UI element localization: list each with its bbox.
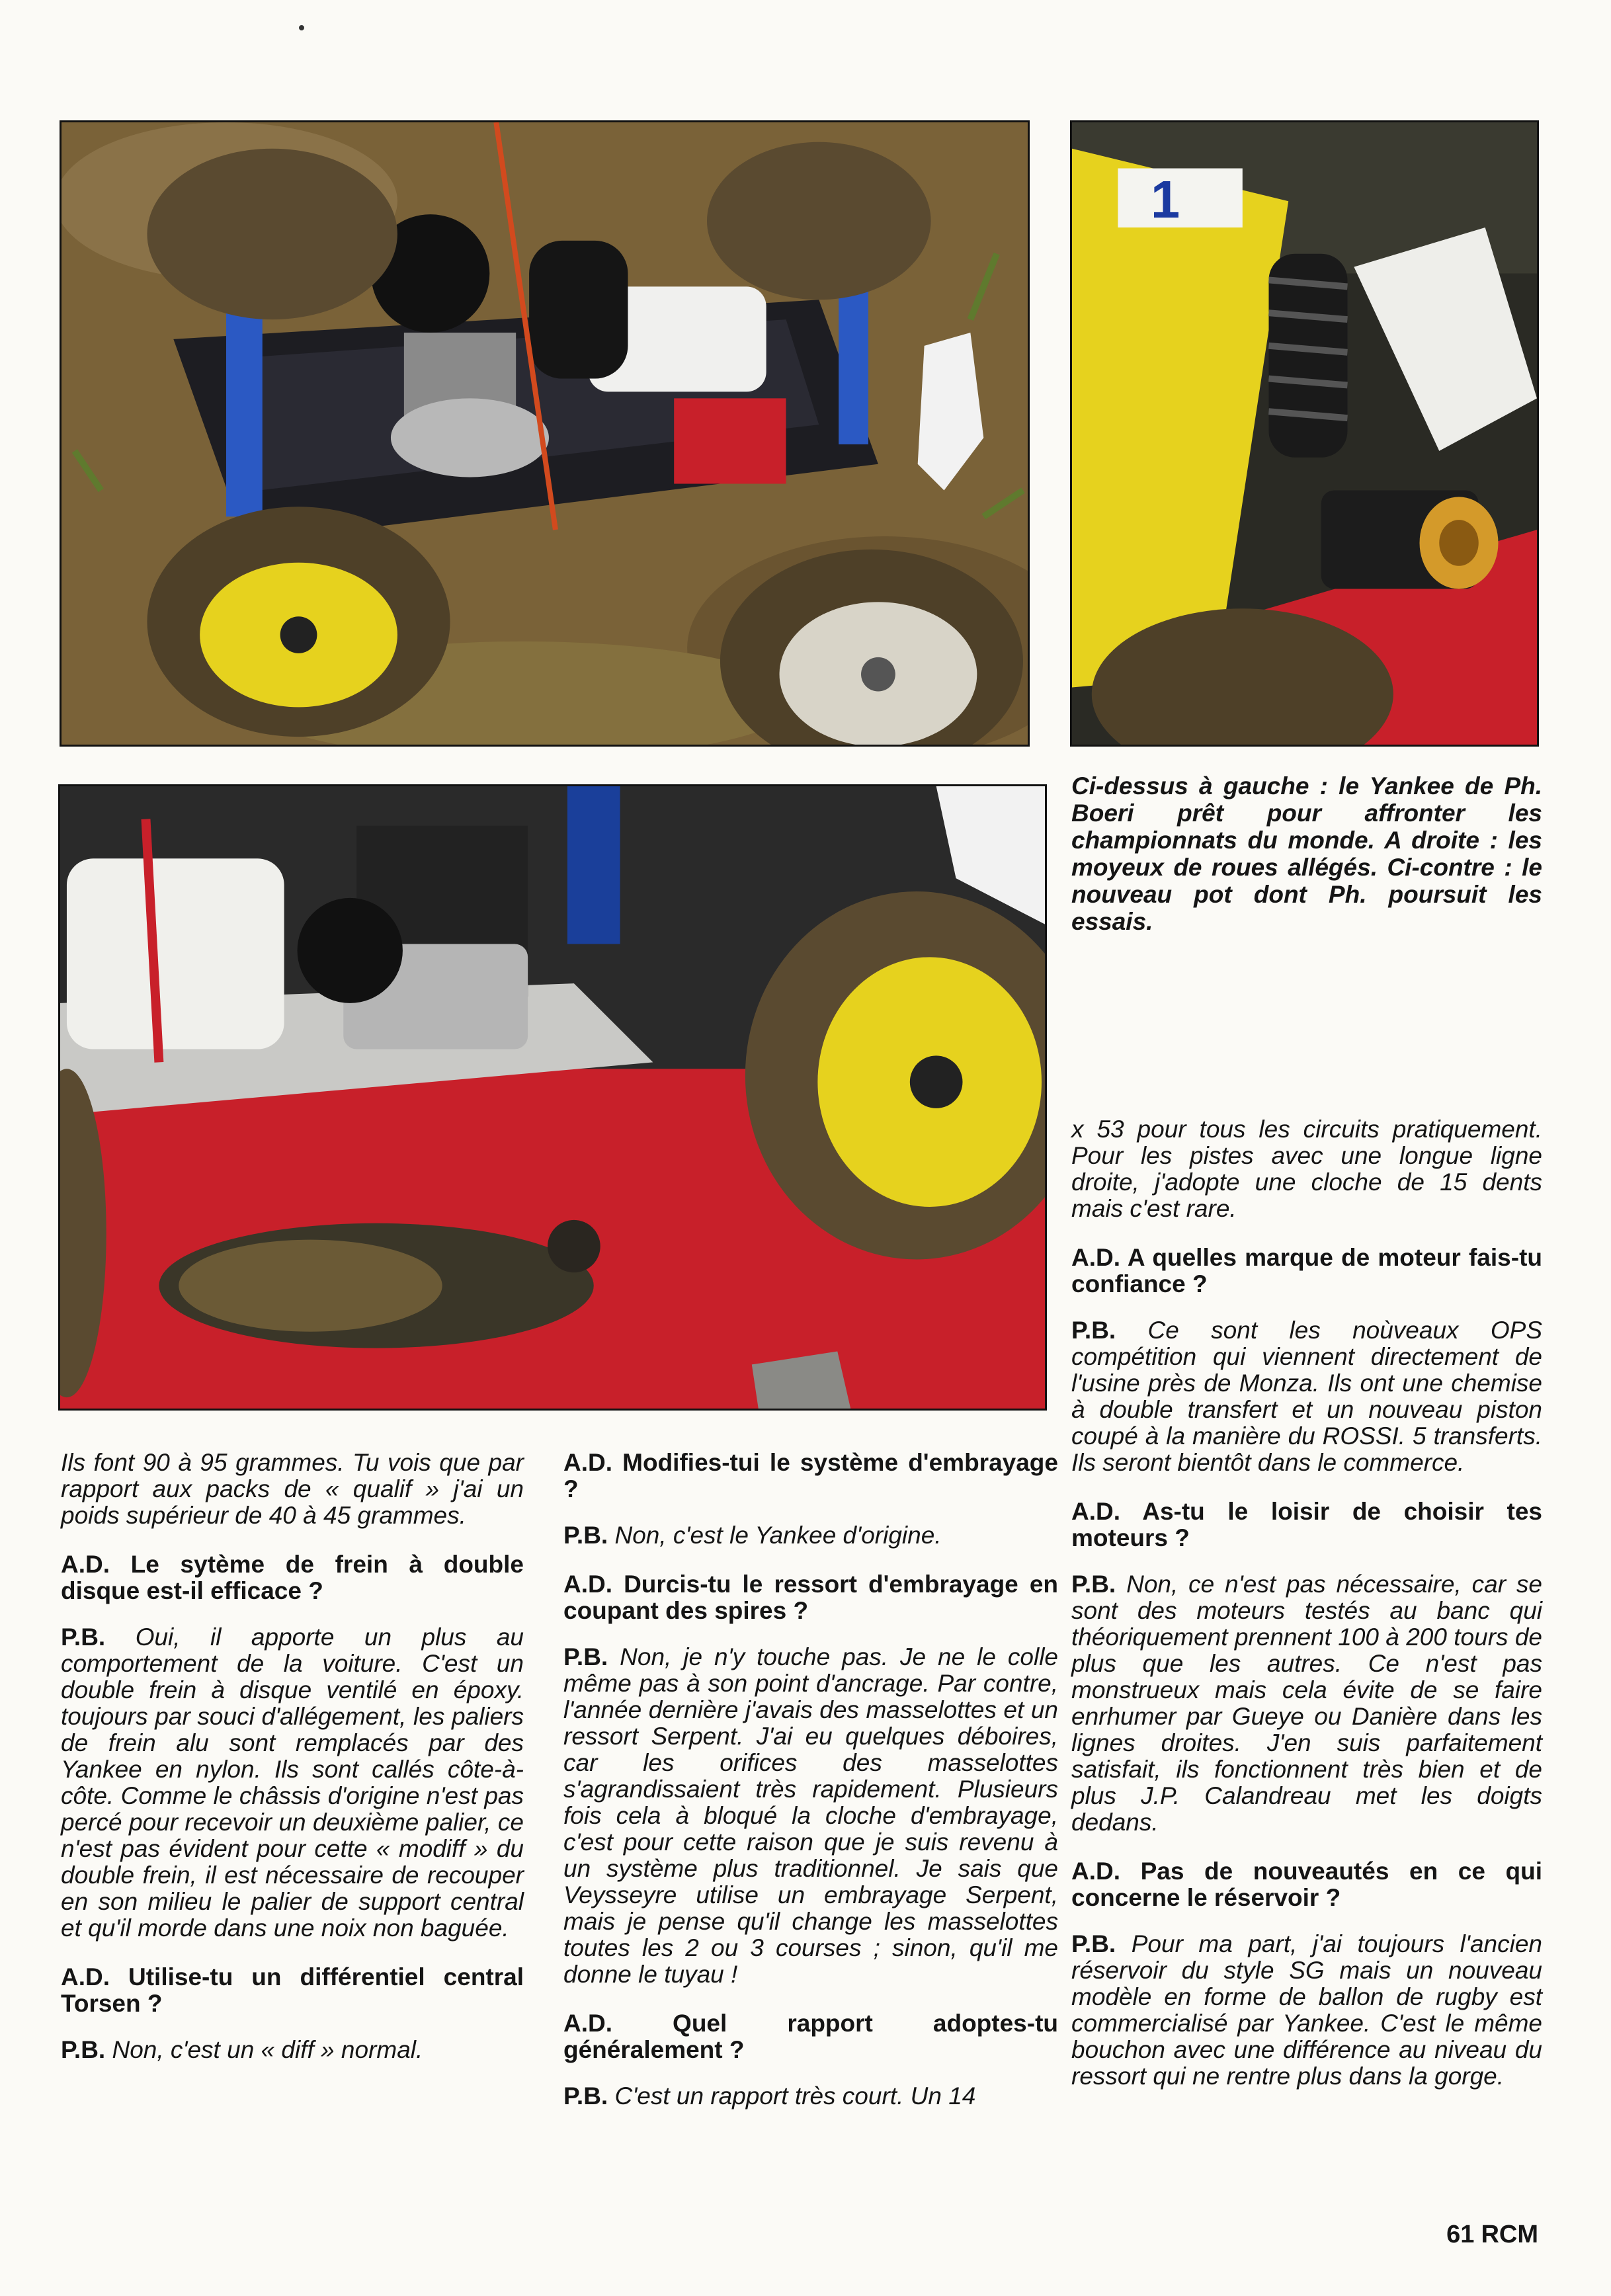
page-footer (1440, 2221, 1538, 2249)
answer-paragraph: Ils font 90 à 95 grammes. Tu vois que par rapport aux packs de « qualif » j'ai un poids supérieur de 40 à 45 grammes. (61, 1449, 524, 1529)
interview-question: A.D. Pas de nouveautés en ce qui concerne le réservoir ? (1071, 1858, 1542, 1911)
speaker-label: P.B. (1071, 1930, 1116, 1957)
answer-paragraph: P.B. Non, c'est un « diff » normal. (61, 2036, 423, 2063)
answer-paragraph: P.B. Non, ce n'est pas nécessaire, car se sont des moteurs testés au banc qui théoriquement prennent 100 à 200 tours de plus que les autres. Ce n'est pas monstrueux mais cela évite de se faire enrhumer par Gueye ou Danière dans les lignes droites. J'en suis parfaitement satisfait, ils fonctionnent très bien et de plus J.P. Calandreau met les doigts dedans. (1071, 1571, 1542, 1836)
answer-paragraph: P.B. Oui, il apporte un plus au comportement de la voiture. C'est un double frein à disque ventilé en époxy. toujours par souci d'allégement, les paliers de frein alu sont remplacés par des Yankee en nylon. Ils sont callés côte-à-côte. Comme le châssis d'origine n'est pas percé pour recevoir un deuxième palier, ce n'est pas évident pour cette « modiff » du double frein, il est nécessaire de recouper en son milieu le palier de support central et qu'il morde dans une noix non baguée. (61, 1623, 524, 1942)
speaker-label: P.B. (563, 1522, 608, 1549)
column-2 (563, 1450, 1058, 2132)
interview-question: A.D. As-tu le loisir de choisir tes moteurs ? (1071, 1498, 1542, 1551)
column-3 (1071, 1116, 1542, 2112)
answer-paragraph: P.B. Pour ma part, j'ai toujours l'ancien réservoir du style SG mais un nouveau modèle en forme de ballon de rugby est commercialisé par Yankee. C'est le même bouchon avec une différence au niveau du ressort qui ne rentre plus dans la gorge. (1071, 1930, 1542, 2090)
speaker-label: P.B. (563, 1643, 608, 1670)
speaker-label: P.B. (1071, 1317, 1116, 1344)
photo-yankee-buggy (60, 120, 1030, 747)
answer-paragraph: P.B. Non, je n'y touche pas. Je ne le colle même pas à son point d'ancrage. Par contre, l'année dernière j'avais des masselottes et un ressort Serpent. J'ai eu quelques déboires, car les orifices des masselottes s'agrandissaient très rapidement. Plusieurs fois cela à bloqué la cloche d'embrayage, c'est pour cette raison que je suis revenu à un système plus traditionnel. Je sais que Veysseyre utilise un embrayage Serpent, mais je pense qu'il change les masselottes toutes les 2 ou 3 courses ; sinon, qu'il me donne le tuyau ! (563, 1643, 1058, 1988)
interview-question: A.D. Quel rapport adoptes-tu généralement ? (563, 2010, 1058, 2063)
photo-exhaust-pipe (58, 784, 1047, 1411)
speaker-label: P.B. (61, 2036, 106, 2063)
answer-paragraph: P.B. C'est un rapport très court. Un 14 (563, 2082, 976, 2110)
page-mark (299, 25, 304, 30)
speaker-label: P.B. (61, 1623, 106, 1651)
speaker-label: P.B. (1071, 1571, 1116, 1598)
answer-paragraph: P.B. Non, c'est le Yankee d'origine. (563, 1522, 942, 1549)
answer-paragraph: P.B. Ce sont les noùveaux OPS compétition qui viennent directement de l'usine près de Monza. Ils ont une chemise à double transfert et un nouveau piston coupé à la manière du ROSSI. 5 transferts. Ils seront bientôt dans le commerce. (1071, 1317, 1542, 1476)
photo-wheel-hub (1070, 120, 1539, 747)
page-number: 61 (1446, 2221, 1475, 2248)
interview-question: A.D. Modifies-tui le système d'embrayage ? (563, 1449, 1058, 1502)
column-1 (61, 1450, 524, 2086)
interview-question: A.D. Utilise-tu un différentiel central Torsen ? (61, 1963, 524, 2017)
interview-question: A.D. Le sytème de frein à double disque est-il efficace ? (61, 1551, 524, 1604)
photo-caption: Ci-dessus à gauche : le Yankee de Ph. Boeri prêt pour affronter les championnats du monde. A droite : les moyeux de roues allégés. Ci-contre : le nouveau pot dont Ph. poursuit les essais. (1071, 772, 1542, 935)
interview-question: A.D. A quelles marque de moteur fais-tu confiance ? (1071, 1244, 1542, 1297)
interview-question: A.D. Durcis-tu le ressort d'embrayage en coupant des spires ? (563, 1571, 1058, 1624)
answer-paragraph: x 53 pour tous les circuits pratiquement. Pour les pistes avec une longue ligne droite, j'adopte une cloche de 15 dents mais c'est rare. (1071, 1116, 1542, 1222)
speaker-label: P.B. (563, 2082, 608, 2110)
body-number: 1 (1150, 170, 1180, 229)
magazine-name: RCM (1481, 2221, 1538, 2248)
